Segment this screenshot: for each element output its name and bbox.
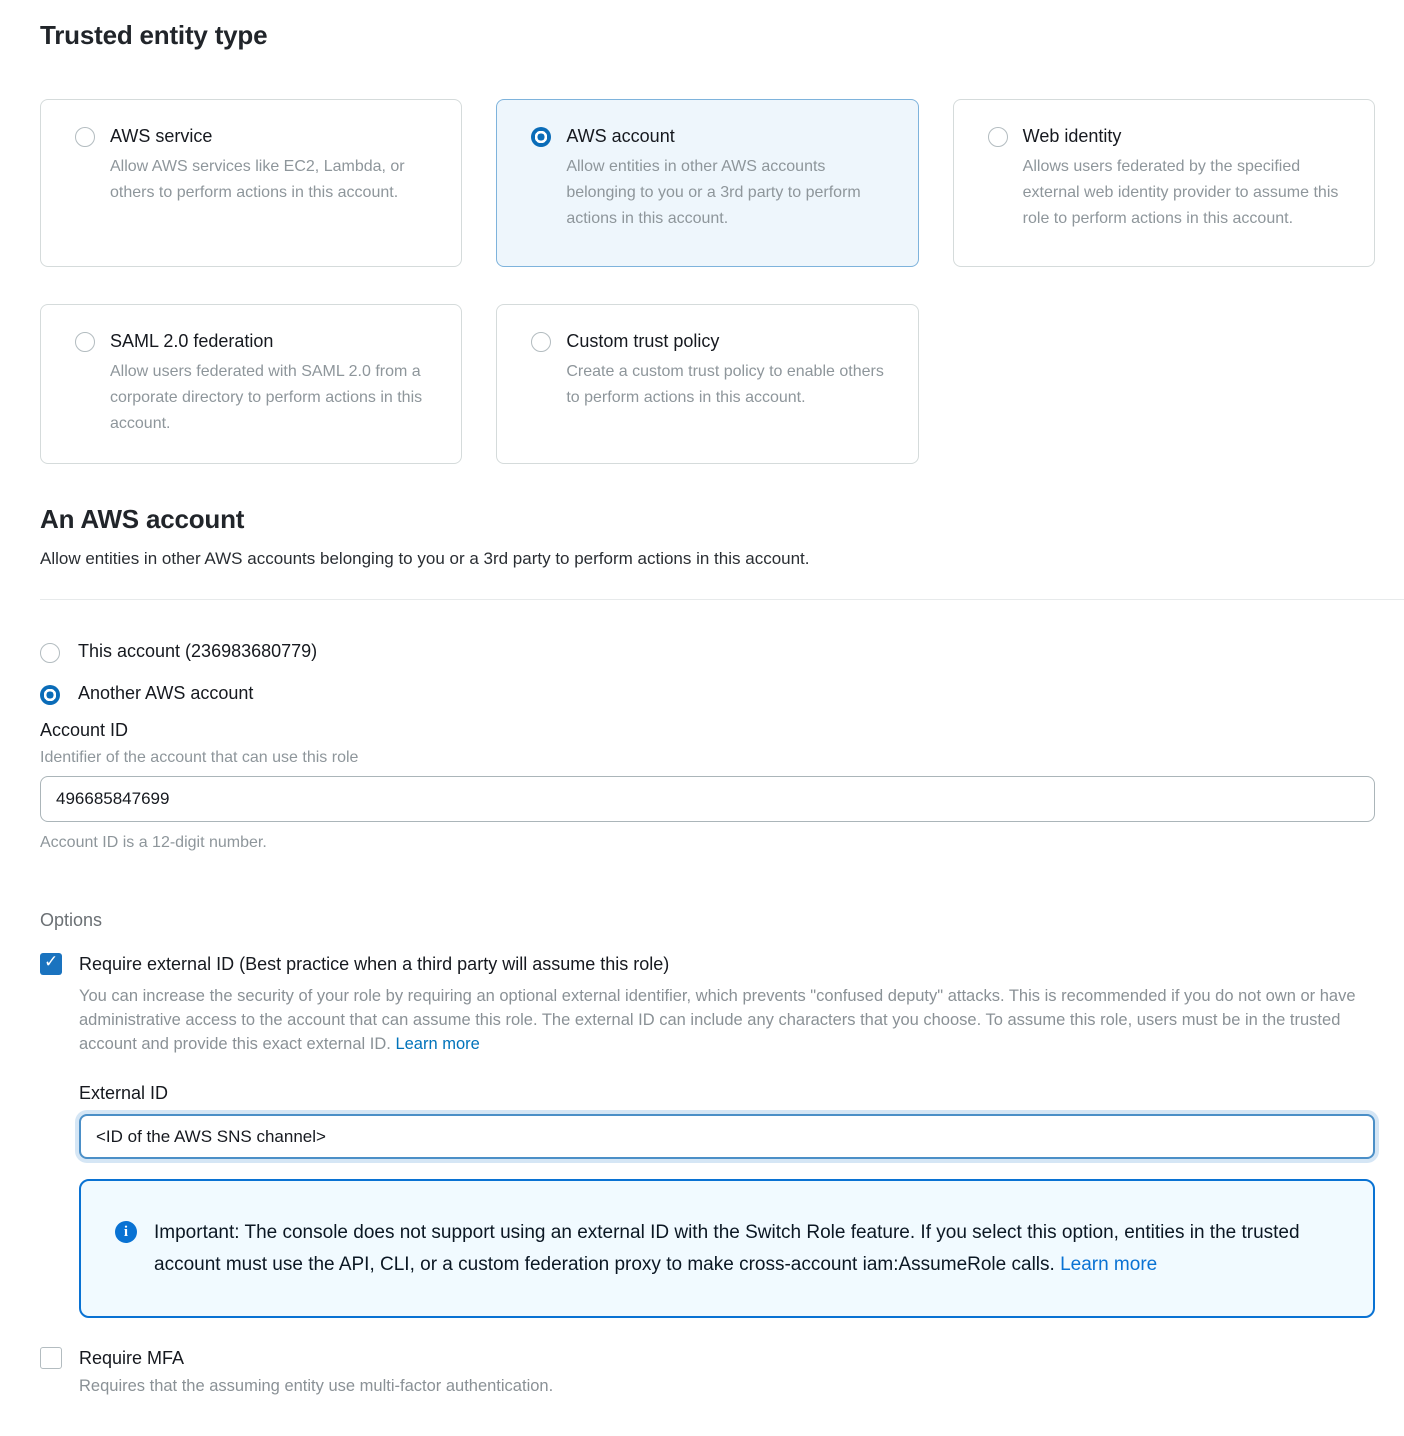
card-description: Allow AWS services like EC2, Lambda, or others to perform actions in this account. — [110, 158, 405, 201]
card-aws-service[interactable] — [40, 99, 462, 267]
radio-label-another-account: Another AWS account — [78, 683, 254, 703]
account-id-hint: Identifier of the account that can use this role — [40, 749, 359, 766]
radio-row-another-account[interactable] — [40, 682, 1375, 705]
require-external-id-label: Require external ID (Best practice when a third party will assume this role) — [79, 953, 670, 974]
external-id-field-label: External ID — [79, 1083, 169, 1103]
radio-aws-account[interactable] — [531, 127, 551, 147]
info-icon: i — [115, 1221, 137, 1243]
card-title: SAML 2.0 federation — [110, 331, 274, 351]
card-saml-federation[interactable] — [40, 304, 462, 464]
external-id-info-box — [79, 1179, 1375, 1318]
card-description: Create a custom trust policy to enable others to perform actions in this account. — [566, 363, 884, 406]
radio-web-identity[interactable] — [988, 127, 1008, 147]
external-id-description: You can increase the security of your role by requiring an optional external identifier, which prevents "confused deputy" attacks. This is recommended if you do not own or have administrative access to the account that can assume this role. The external ID can include any characters that you choose. To assume this role, users must be in the trusted account and provide this exact external ID. Learn more — [79, 987, 1356, 1053]
external-id-input[interactable] — [79, 1114, 1375, 1159]
account-id-input[interactable] — [40, 776, 1375, 822]
page-title: Trusted entity type — [40, 20, 268, 50]
require-external-id-checkbox[interactable] — [40, 953, 62, 975]
radio-custom-trust-policy[interactable] — [531, 332, 551, 352]
require-mfa-row[interactable] — [40, 1347, 1375, 1369]
account-id-label: Account ID — [40, 720, 129, 740]
check-icon: ✓ — [44, 952, 59, 971]
card-description: Allow entities in other AWS accounts belonging to you or a 3rd party to perform actions in this account. — [566, 158, 861, 227]
account-id-constraint: Account ID is a 12-digit number. — [40, 834, 267, 851]
section-title: An AWS account — [40, 504, 245, 534]
card-title: Custom trust policy — [566, 331, 720, 351]
require-mfa-checkbox[interactable] — [40, 1347, 62, 1369]
section-divider — [40, 599, 1404, 600]
card-aws-account[interactable] — [496, 99, 918, 267]
account-choice-group — [40, 640, 1375, 705]
trusted-entity-type-cards — [40, 99, 1375, 464]
info-box-learn-more-link[interactable]: Learn more — [1060, 1253, 1158, 1275]
card-web-identity[interactable] — [953, 99, 1375, 267]
radio-another-account[interactable] — [40, 685, 60, 705]
card-description: Allow users federated with SAML 2.0 from a corporate directory to perform actions in this account. — [110, 363, 423, 432]
options-heading: Options — [40, 910, 103, 930]
radio-saml-federation[interactable] — [75, 332, 95, 352]
require-external-id-row[interactable] — [40, 953, 1375, 975]
require-mfa-description: Requires that the assuming entity use multi-factor authentication. — [79, 1377, 554, 1395]
radio-aws-service[interactable] — [75, 127, 95, 147]
card-custom-trust-policy[interactable] — [496, 304, 918, 464]
card-description: Allows users federated by the specified external web identity provider to assume this role to perform actions in this account. — [1022, 158, 1339, 227]
section-description: Allow entities in other AWS accounts belonging to you or a 3rd party to perform actions in this account. — [40, 549, 810, 568]
card-title: Web identity — [1022, 126, 1122, 146]
card-title: AWS service — [110, 126, 213, 146]
info-box-text: Important: The console does not support using an external ID with the Switch Role feature. If you select this option, entities in the trusted account must use the API, CLI, or a custom federation proxy to make cross-account iam:AssumeRole calls. Learn more — [154, 1222, 1300, 1275]
require-mfa-label: Require MFA — [79, 1347, 185, 1368]
card-title: AWS account — [566, 126, 675, 146]
radio-this-account[interactable] — [40, 643, 60, 663]
external-id-learn-more-link[interactable]: Learn more — [395, 1035, 480, 1053]
radio-label-this-account: This account (236983680779) — [78, 641, 318, 661]
radio-row-this-account[interactable] — [40, 640, 1375, 663]
